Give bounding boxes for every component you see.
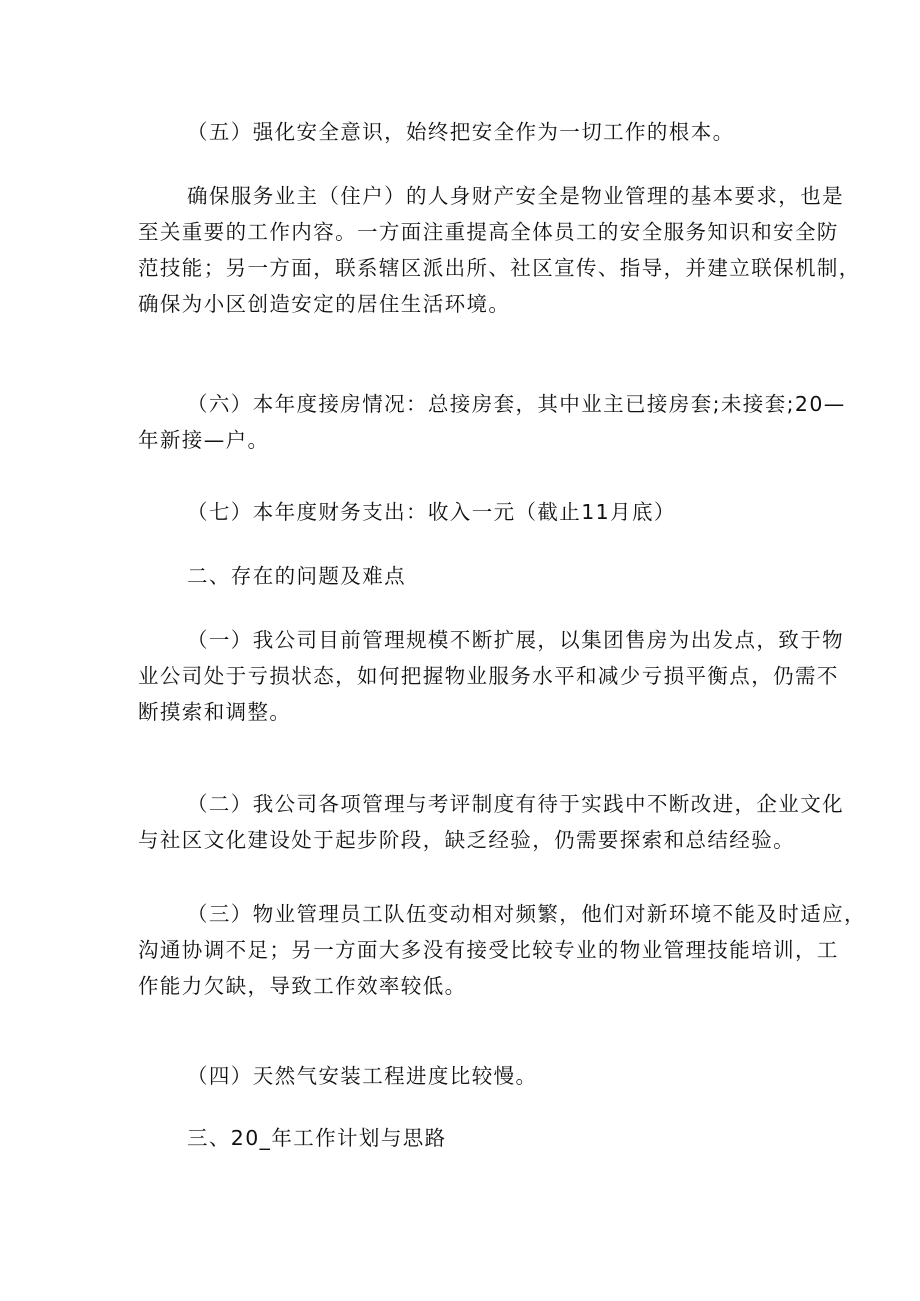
text-line: （二）我公司各项管理与考评制度有待于实践中不断改进，企业文化 bbox=[187, 792, 844, 816]
text-line: 二、存在的问题及难点 bbox=[187, 564, 406, 588]
paragraph-problem-one bbox=[138, 622, 844, 730]
section-heading-work-plan bbox=[187, 1120, 787, 1156]
paragraph-problem-two bbox=[138, 786, 844, 858]
paragraph-financial-expenditure bbox=[187, 494, 787, 530]
text-line: 范技能；另一方面，联系辖区派出所、社区宣传、指导，并建立联保机制， bbox=[138, 256, 861, 280]
paragraph-property-safety bbox=[138, 178, 861, 322]
text-line: 沟通协调不足；另一方面大多没有接受比较专业的物业管理技能培训，工 bbox=[138, 938, 839, 962]
text-line: （三）物业管理员工队伍变动相对频繁，他们对新环境不能及时适应， bbox=[187, 902, 866, 926]
paragraph-problem-three bbox=[138, 896, 866, 1004]
text-line: 至关重要的工作内容。一方面注重提高全体员工的安全服务知识和安全防 bbox=[138, 220, 839, 244]
text-line: 三、20_年工作计划与思路 bbox=[187, 1126, 447, 1150]
paragraph-problem-four bbox=[187, 1058, 787, 1094]
text-line: 业公司处于亏损状态，如何把握物业服务水平和减少亏损平衡点，仍需不 bbox=[138, 664, 839, 688]
text-line: （四）天然气安装工程进度比较慢。 bbox=[187, 1064, 538, 1088]
text-line: 确保服务业主（住户）的人身财产安全是物业管理的基本要求，也是 bbox=[187, 184, 844, 208]
text-line: （七）本年度财务支出：收入一元（截止11月底） bbox=[187, 500, 676, 524]
text-line: 作能力欠缺，导致工作效率较低。 bbox=[138, 974, 467, 998]
paragraph-housing-handover bbox=[138, 386, 846, 458]
text-line: 确保为小区创造安定的居住生活环境。 bbox=[138, 292, 511, 316]
text-line: （一）我公司目前管理规模不断扩展，以集团售房为出发点，致于物 bbox=[187, 628, 844, 652]
text-line: （六）本年度接房情况：总接房套，其中业主已接房套;未接套;20— bbox=[187, 392, 846, 416]
text-line: 与社区文化建设处于起步阶段，缺乏经验，仍需要探索和总结经验。 bbox=[138, 828, 795, 852]
text-line: 断摸索和调整。 bbox=[138, 700, 292, 724]
section-heading-problems bbox=[187, 558, 787, 594]
text-line: 年新接—户。 bbox=[138, 428, 270, 452]
paragraph-safety-awareness bbox=[187, 114, 787, 150]
text-line: （五）强化安全意识，始终把安全作为一切工作的根本。 bbox=[187, 120, 735, 144]
